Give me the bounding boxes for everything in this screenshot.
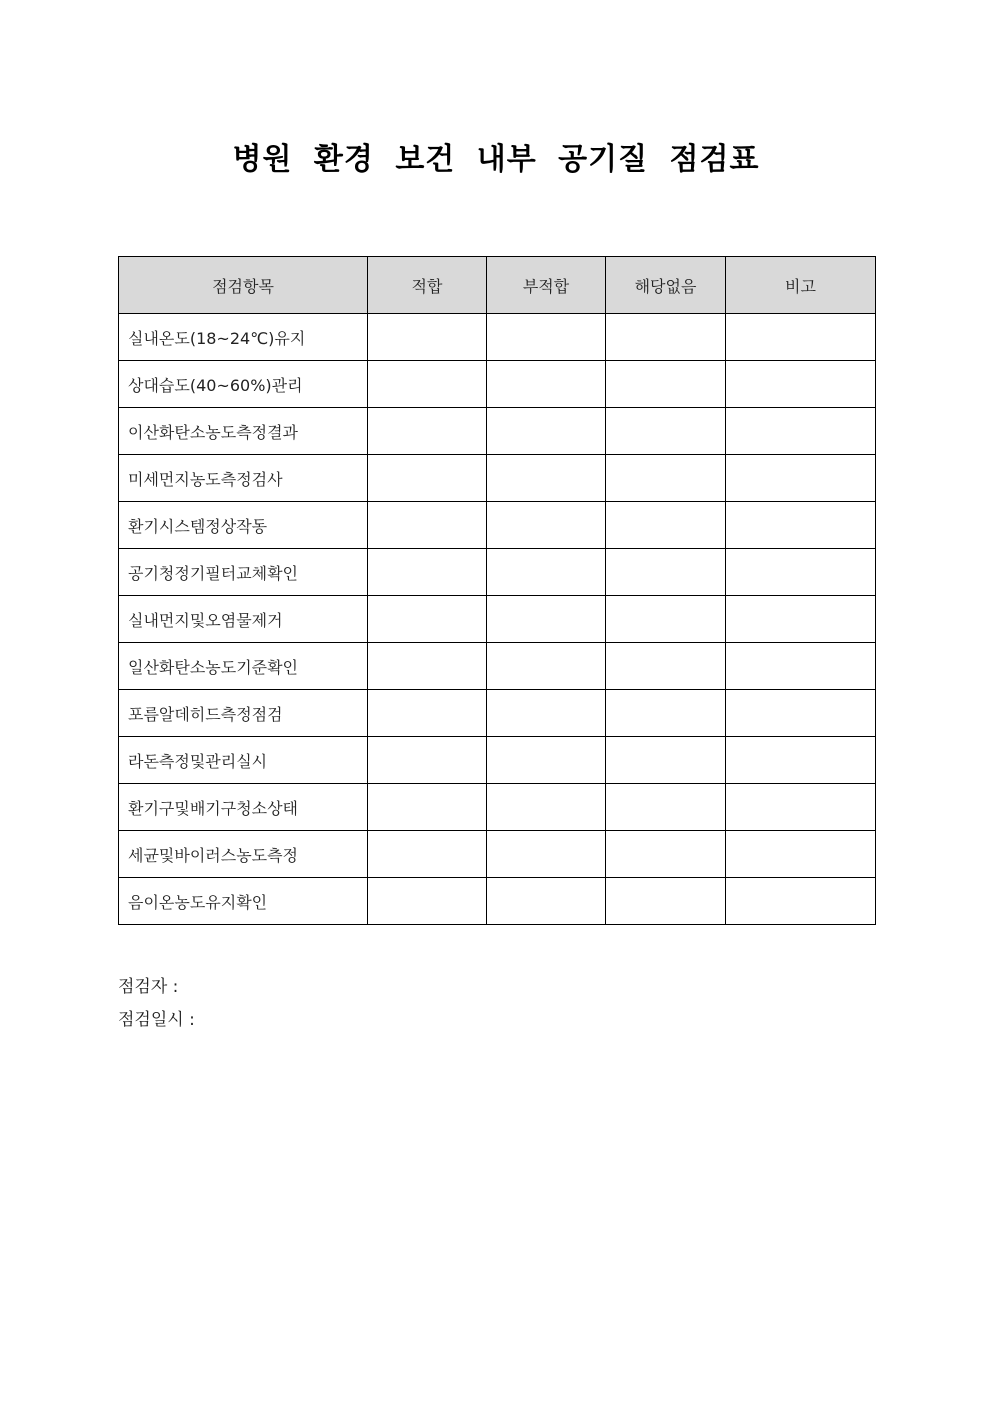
na-cell[interactable] xyxy=(606,784,726,831)
note-cell[interactable] xyxy=(726,784,876,831)
fit-cell[interactable] xyxy=(368,690,487,737)
item-cell: 일산화탄소농도기준확인 xyxy=(119,643,368,690)
note-cell[interactable] xyxy=(726,831,876,878)
fit-cell[interactable] xyxy=(368,502,487,549)
note-cell[interactable] xyxy=(726,455,876,502)
table-row xyxy=(119,361,876,408)
note-cell[interactable] xyxy=(726,549,876,596)
note-cell[interactable] xyxy=(726,690,876,737)
unfit-cell[interactable] xyxy=(487,314,606,361)
table-row xyxy=(119,502,876,549)
item-cell: 실내온도(18~24℃)유지 xyxy=(119,314,368,361)
note-cell[interactable] xyxy=(726,502,876,549)
na-cell[interactable] xyxy=(606,502,726,549)
note-cell[interactable] xyxy=(726,408,876,455)
na-cell[interactable] xyxy=(606,455,726,502)
fit-cell[interactable] xyxy=(368,596,487,643)
na-cell[interactable] xyxy=(606,549,726,596)
na-cell[interactable] xyxy=(606,690,726,737)
na-cell[interactable] xyxy=(606,361,726,408)
item-cell: 세균및바이러스농도측정 xyxy=(119,831,368,878)
na-cell[interactable] xyxy=(606,643,726,690)
table-row xyxy=(119,455,876,502)
unfit-cell[interactable] xyxy=(487,784,606,831)
item-cell: 라돈측정및관리실시 xyxy=(119,737,368,784)
unfit-cell[interactable] xyxy=(487,408,606,455)
table-row xyxy=(119,831,876,878)
table-header-row xyxy=(119,257,876,314)
table-row xyxy=(119,314,876,361)
item-cell: 음이온농도유지확인 xyxy=(119,878,368,925)
item-cell: 상대습도(40~60%)관리 xyxy=(119,361,368,408)
fit-cell[interactable] xyxy=(368,878,487,925)
na-cell[interactable] xyxy=(606,737,726,784)
table-row xyxy=(119,596,876,643)
unfit-cell[interactable] xyxy=(487,502,606,549)
na-cell[interactable] xyxy=(606,878,726,925)
fit-cell[interactable] xyxy=(368,643,487,690)
fit-cell[interactable] xyxy=(368,455,487,502)
note-cell[interactable] xyxy=(726,361,876,408)
unfit-cell[interactable] xyxy=(487,831,606,878)
item-cell: 실내먼지및오염물제거 xyxy=(119,596,368,643)
na-cell[interactable] xyxy=(606,831,726,878)
item-cell: 환기구및배기구청소상태 xyxy=(119,784,368,831)
fit-cell[interactable] xyxy=(368,361,487,408)
na-cell[interactable] xyxy=(606,314,726,361)
unfit-cell[interactable] xyxy=(487,878,606,925)
table-row xyxy=(119,408,876,455)
inspection-date-label: 점검일시 : xyxy=(118,1010,195,1030)
fit-cell[interactable] xyxy=(368,314,487,361)
unfit-cell[interactable] xyxy=(487,549,606,596)
unfit-cell[interactable] xyxy=(487,690,606,737)
fit-cell[interactable] xyxy=(368,784,487,831)
na-cell[interactable] xyxy=(606,408,726,455)
header-inspection-item: 점검항목 xyxy=(119,257,368,314)
header-unfit: 부적합 xyxy=(487,257,606,314)
item-cell: 공기청정기필터교체확인 xyxy=(119,549,368,596)
note-cell[interactable] xyxy=(726,314,876,361)
note-cell[interactable] xyxy=(726,878,876,925)
table-row xyxy=(119,784,876,831)
unfit-cell[interactable] xyxy=(487,737,606,784)
header-fit: 적합 xyxy=(368,257,487,314)
table-row xyxy=(119,690,876,737)
unfit-cell[interactable] xyxy=(487,361,606,408)
item-cell: 이산화탄소농도측정결과 xyxy=(119,408,368,455)
fit-cell[interactable] xyxy=(368,549,487,596)
unfit-cell[interactable] xyxy=(487,596,606,643)
fit-cell[interactable] xyxy=(368,408,487,455)
fit-cell[interactable] xyxy=(368,831,487,878)
table-row xyxy=(119,737,876,784)
header-note: 비고 xyxy=(726,257,876,314)
na-cell[interactable] xyxy=(606,596,726,643)
table-row xyxy=(119,643,876,690)
page-title: 병원 환경 보건 내부 공기질 점검표 xyxy=(232,142,760,177)
note-cell[interactable] xyxy=(726,737,876,784)
item-cell: 포름알데히드측정점검 xyxy=(119,690,368,737)
table-row xyxy=(119,878,876,925)
note-cell[interactable] xyxy=(726,596,876,643)
header-not-applicable: 해당없음 xyxy=(606,257,726,314)
unfit-cell[interactable] xyxy=(487,455,606,502)
item-cell: 미세먼지농도측정검사 xyxy=(119,455,368,502)
fit-cell[interactable] xyxy=(368,737,487,784)
inspector-label: 점검자 : xyxy=(118,977,179,997)
item-cell: 환기시스템정상작동 xyxy=(119,502,368,549)
inspection-table xyxy=(118,256,876,925)
table-row xyxy=(119,549,876,596)
unfit-cell[interactable] xyxy=(487,643,606,690)
note-cell[interactable] xyxy=(726,643,876,690)
